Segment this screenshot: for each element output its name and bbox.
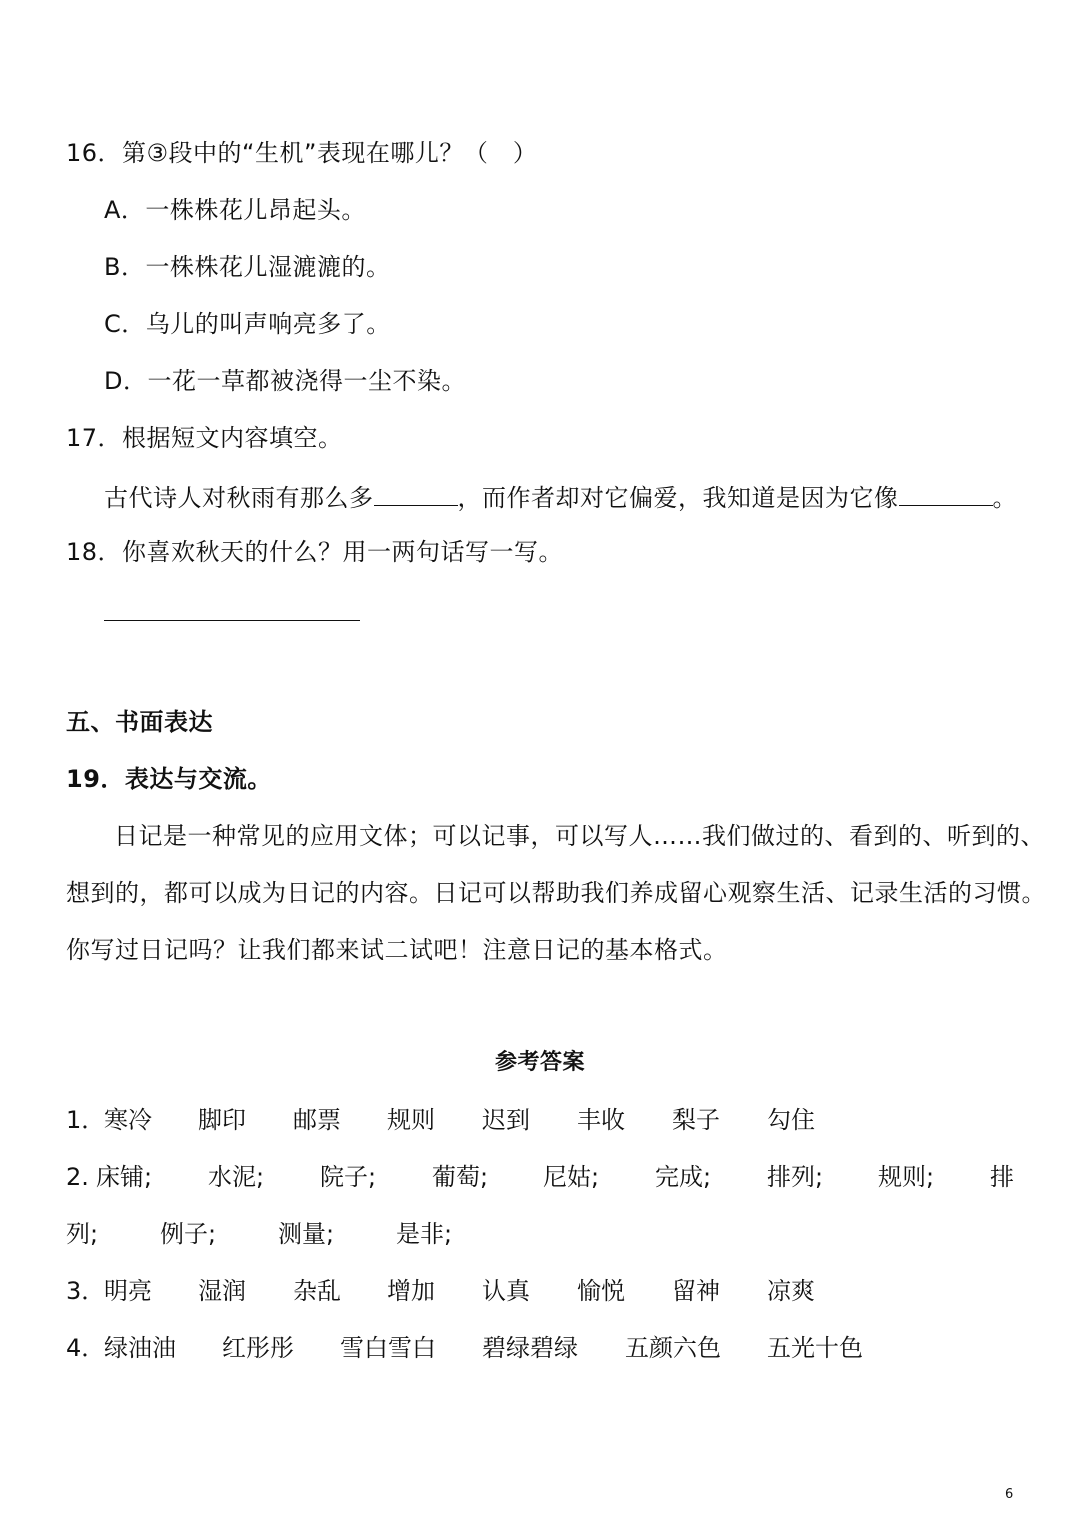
q17-blank-1[interactable]: [374, 479, 458, 506]
q19-title: 19．表达与交流。: [66, 765, 272, 793]
answer-word: 红彤彤: [222, 1334, 294, 1362]
answer-word: 认真: [482, 1277, 530, 1305]
answer-word: 水泥;: [208, 1163, 265, 1191]
answer-word: 雪白雪白: [340, 1334, 436, 1362]
answer-word: 五光十色: [767, 1334, 863, 1362]
q16-option-c: C．乌儿的叫声响亮多了。: [104, 310, 391, 338]
answer-word: 排: [990, 1163, 1014, 1191]
answer-word: 规则;: [878, 1163, 935, 1191]
q19-paragraph-line-1: 日记是一种常见的应用文体；可以记事，可以写人……我们做过的、看到的、听到的、: [114, 822, 1045, 850]
answer-word: 脚印: [198, 1106, 246, 1134]
answer-word: 列;: [66, 1220, 99, 1248]
answer-word: 葡萄;: [432, 1163, 489, 1191]
answer-word: 凉爽: [767, 1277, 815, 1305]
q17-text-3: 。: [992, 484, 1017, 512]
answer-4-number: 4．: [66, 1334, 106, 1362]
answer-word: 规则: [387, 1106, 435, 1134]
q17-text-2: ，而作者却对它偏爱，我知道是因为它像: [457, 484, 899, 512]
answer-word: 寒冷: [104, 1106, 152, 1134]
answer-word: 院子;: [320, 1163, 377, 1191]
q16-option-b: B．一株株花儿湿漉漉的。: [104, 253, 391, 281]
answer-word: 排列;: [767, 1163, 824, 1191]
q16-option-d: D．一花一草都被浇得一尘不染。: [104, 367, 466, 395]
answer-word: 增加: [387, 1277, 435, 1305]
q19-paragraph-line-3: 你写过日记吗？让我们都来试二试吧！注意日记的基本格式。: [66, 936, 728, 964]
q18-answer-line[interactable]: [104, 620, 360, 621]
q19-paragraph-line-2: 想到的，都可以成为日记的内容。日记可以帮助我们养成留心观察生活、记录生活的习惯。: [66, 879, 1046, 907]
answer-3-number: 3．: [66, 1277, 106, 1305]
answer-word: 愉悦: [577, 1277, 625, 1305]
answer-word: 湿润: [198, 1277, 246, 1305]
answer-word: 绿油油: [104, 1334, 176, 1362]
answers-title: 参考答案: [494, 1050, 585, 1075]
answer-word: 五颜六色: [625, 1334, 721, 1362]
answer-word: 床铺;: [96, 1163, 153, 1191]
answer-word: 留神: [672, 1277, 720, 1305]
q17-stem: 17．根据短文内容填空。: [66, 424, 343, 452]
q17-text-1: 古代诗人对秋雨有那么多: [104, 484, 374, 512]
answer-word: 梨子: [672, 1106, 720, 1134]
answer-1-number: 1．: [66, 1106, 106, 1134]
page-number: 6: [1005, 1487, 1014, 1502]
answer-word: 测量;: [278, 1220, 335, 1248]
answer-word: 丰收: [577, 1106, 625, 1134]
answer-word: 尼姑;: [543, 1163, 600, 1191]
q16-option-a: A．一株株花儿昂起头。: [104, 196, 366, 224]
answer-word: 迟到: [482, 1106, 530, 1134]
answer-word: 完成;: [655, 1163, 712, 1191]
answer-word: 是非;: [396, 1220, 453, 1248]
answer-word: 明亮: [104, 1277, 152, 1305]
answer-word: 例子;: [160, 1220, 217, 1248]
answer-word: 邮票: [293, 1106, 341, 1134]
q17-blank-2[interactable]: [899, 479, 993, 506]
section-5-heading: 五、书面表达: [66, 708, 213, 736]
q18-stem: 18．你喜欢秋天的什么？用一两句话写一写。: [66, 538, 564, 566]
answer-word: 碧绿碧绿: [482, 1334, 578, 1362]
answer-word: 杂乱: [293, 1277, 341, 1305]
answer-word: 勾住: [767, 1106, 815, 1134]
q17-fill-line: [104, 479, 1017, 514]
answer-2-number: 2.: [66, 1163, 89, 1191]
q16-stem: 16．第③段中的“生机”表现在哪儿？（ ）: [66, 139, 538, 167]
